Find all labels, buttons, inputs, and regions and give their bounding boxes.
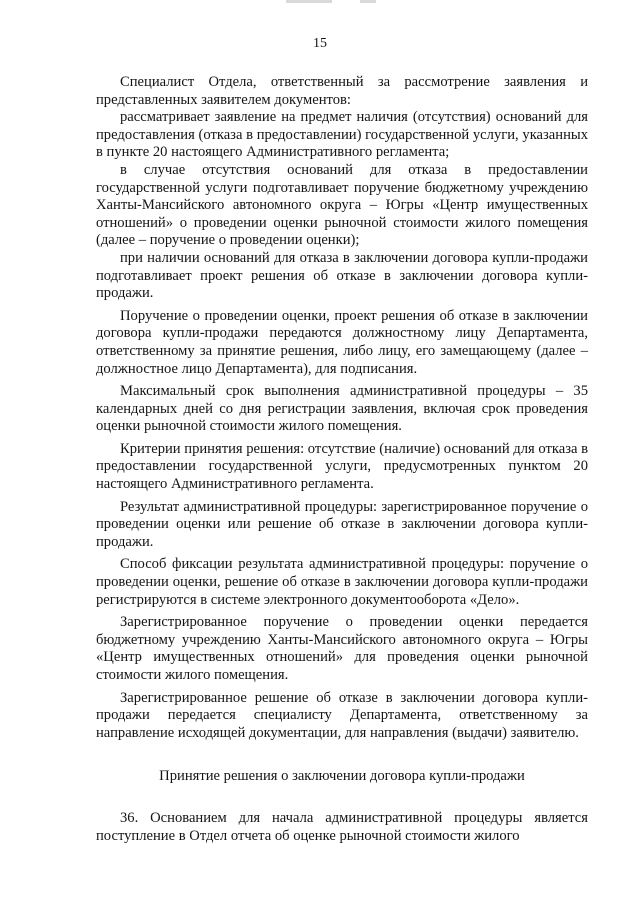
paragraph: в случае отсутствия оснований для отказа в предоставлении государственной услуги подготавливает поручение бюджетному учреждению Ханты-Мансийского автономного округа – Югры «Центр имущественных отношений» о проведении оценки рыночной стоимости жилого помещения (далее – поручение о проведении оценки); xyxy=(96,161,588,249)
paragraph: Способ фиксации результата административной процедуры: поручение о проведении оценки, решение об отказе в заключении договора купли-продажи регистрируются в системе электронного документооборота «Дело». xyxy=(96,556,588,608)
section-heading: Принятие решения о заключении договора купли-продажи xyxy=(159,768,525,785)
paragraph: Поручение о проведении оценки, проект решения об отказе в заключении договора купли-продажи передаются должностному лицу Департамента, ответственному за принятие решения, либо лицу, его замещающему (далее – должностное лицо Департамента), для подписания. xyxy=(96,307,588,377)
paragraph: Максимальный срок выполнения административной процедуры – 35 календарных дней со дня регистрации заявления, включая срок проведения оценки рыночной стоимости жилого помещения. xyxy=(96,383,588,435)
paragraph: Критерии принятия решения: отсутствие (наличие) оснований для отказа в предоставлении государственной услуги, предусмотренных пунктом 20 настоящего Административного регламента. xyxy=(96,440,588,493)
paragraph: при наличии оснований для отказа в заключении договора купли-продажи подготавливает проект решения об отказе в заключении договора купли-продажи. xyxy=(96,249,588,302)
document-body xyxy=(96,74,588,845)
paragraph: Специалист Отдела, ответственный за рассмотрение заявления и представленных заявителем документов: xyxy=(96,74,588,108)
paragraph: рассматривает заявление на предмет наличия (отсутствия) оснований для предоставления (отказа в предоставлении) государственной услуги, указанных в пункте 20 настоящего Административного регламента; xyxy=(96,109,588,161)
paragraph: Зарегистрированное решение об отказе в заключении договора купли-продажи передается специалисту Департамента, ответственному за направление исходящей документации, для направления (выдачи) заявителю. xyxy=(96,689,588,741)
page-number: 15 xyxy=(313,36,327,51)
scan-artifact xyxy=(286,0,332,3)
paragraph: 36. Основанием для начала административной процедуры является поступление в Отдел отчета об оценке рыночной стоимости жилого xyxy=(96,809,588,844)
paragraph: Зарегистрированное поручение о проведении оценки передается бюджетному учреждению Ханты-Мансийского автономного округа – Югры «Центр имущественных отношений» для проведения оценки рыночной стоимости жилого помещения. xyxy=(96,614,588,683)
scan-artifact xyxy=(360,0,376,3)
paragraph: Результат административной процедуры: зарегистрированное поручение о проведении оценки или решение об отказе в заключении договора купли-продажи. xyxy=(96,498,588,550)
